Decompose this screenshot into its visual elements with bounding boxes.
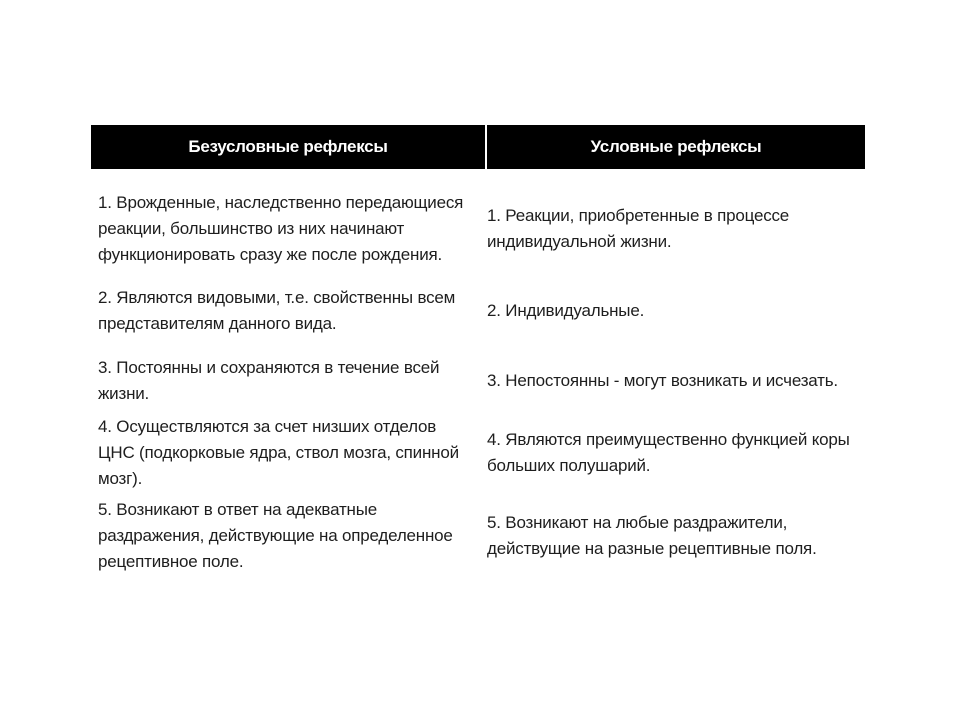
conditioned-cell: 3. Непостоянны - могут возникать и исчезать. — [487, 371, 838, 390]
unconditioned-cell: 5. Возникают в ответ на адекватные раздражения, действующие на определенное рецептивное поле. — [98, 500, 453, 571]
header-unconditioned-reflexes: Безусловные рефлексы — [91, 125, 485, 169]
unconditioned-cell: 4. Осуществляются за счет низших отделов ЦНС (подкорковые ядра, ствол мозга, спинной мозг). — [98, 417, 459, 488]
conditioned-cell: 1. Реакции, приобретенные в процессе индивидуальной жизни. — [487, 206, 790, 251]
table-row — [91, 278, 865, 344]
conditioned-cell: 2. Индивидуальные. — [487, 301, 645, 320]
table-row — [91, 488, 865, 584]
table-row — [91, 418, 865, 488]
conditioned-cell: 4. Являются преимущественно функцией коры больших полушарий. — [487, 430, 850, 475]
unconditioned-cell: 3. Постоянны и сохраняются в течение всей жизни. — [98, 358, 440, 403]
table-header-row — [91, 125, 865, 169]
table-row — [91, 344, 865, 418]
table-row — [91, 169, 865, 278]
unconditioned-cell: 2. Являются видовыми, т.е. свойственны всем представителям данного вида. — [98, 288, 456, 333]
reflex-comparison-table — [91, 125, 865, 584]
conditioned-cell: 5. Возникают на любые раздражители, действущие на разные рецептивные поля. — [487, 513, 817, 558]
unconditioned-cell: 1. Врожденные, наследственно передающиеся реакции, большинство из них начинают функционировать сразу же после рождения. — [98, 193, 464, 264]
header-conditioned-reflexes: Условные рефлексы — [487, 125, 865, 169]
